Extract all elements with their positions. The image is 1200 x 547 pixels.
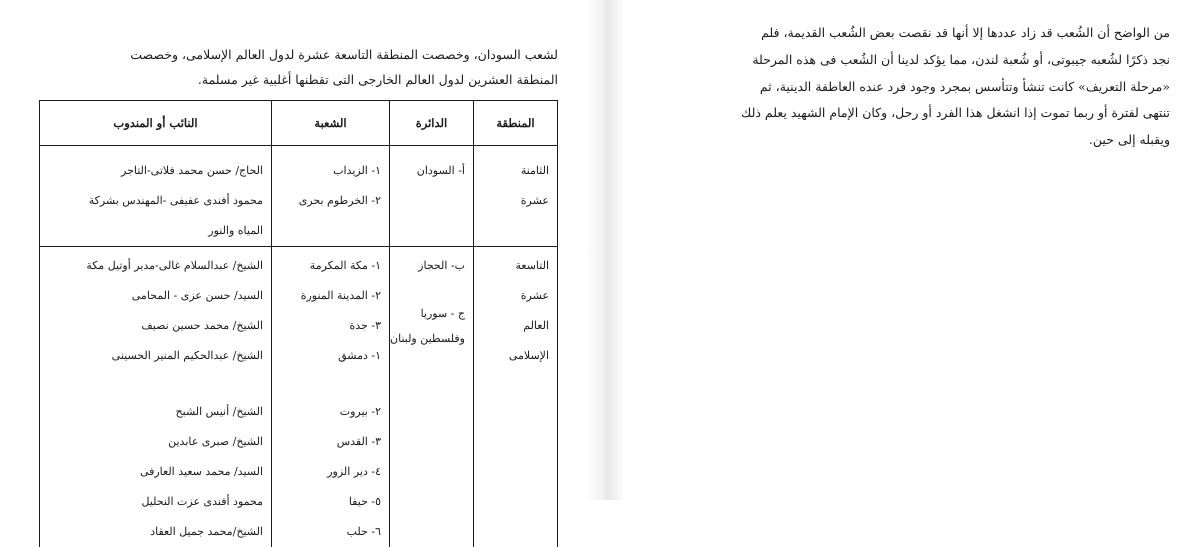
paragraph-line: تنتهى لفترة أو ربما تموت إذا انشغل هذا الفرد أو رحل، وكان الإمام الشهيد يعلم ذلك [655,100,1170,127]
circle-cell: ب- الحجاز ج - سوريا وفلسطين ولبنان [390,247,474,547]
paragraph-line: «مرحلة التعريف» كانت تنشأ وتتأسس بمجرد وجود فرد عنده العاطفة الدينية، ثم [655,74,1170,101]
delegate-cell: الشيخ/ عبدالسلام غالى-مدير أوتيل مكة السيد/ حسن عزى - المحامى الشيخ/ محمد حسين نصيف الشيخ/ عبدالحكيم المنير الحسينى الشيخ/ أنيس الشبح الشيخ/ صبرى عابدين السيد/ محمد سعيد العارفى محمود أفندى عزت النحليل الشيخ/محمد جميل العقاد [40,247,272,547]
region-cell: الثامنة عشرة [474,146,558,247]
left-page [40,42,558,547]
table-row [40,247,558,547]
intro-line: المنطقة العشرين لدول العالم الخارجى التى تقطنها أغلبية غير مسلمة. [40,67,558,92]
paragraph-line: ويقبله إلى حين. [655,127,1170,154]
delegate-cell: الحاج/ حسن محمد فلاتى-التاجر محمود أفندى عفيفى -المهندس بشركة المياه والنور [40,146,272,247]
paragraph-line: نجد ذكرًا لشُعبه جيبوتى، أو شُعبة لندن، مما يؤكد لدينا أن الشُعب فى هذه المرحلة [655,47,1170,74]
paragraph-line: من الواضح أن الشُعب قد زاد عددها إلا أنها قد نقصت بعض الشُعب القديمة، فلم [655,20,1170,47]
table-header-row [40,101,558,146]
right-page-paragraph [655,20,1170,154]
header-circle: الدائرة [390,101,474,146]
region-cell: التاسعة عشرة العالم الإسلامى [474,247,558,547]
circle-cell: أ- السودان [390,146,474,247]
branches-table [39,100,558,547]
branch-cell: ١- مكة المكرمة ٢- المدينة المنورة ٣- جدة ١- دمشق ٢- بيروت ٣- القدس ٤- دير الزور ٥- حيفا ٦- حلب [272,247,390,547]
intro-paragraph [40,42,558,92]
intro-line: لشعب السودان، وخصصت المنطقة التاسعة عشرة لدول العالم الإسلامى، وخصصت [40,42,558,67]
table-row [40,146,558,247]
header-delegate: النائب أو المندوب [40,101,272,146]
header-branch: الشعبة [272,101,390,146]
page-spread-divider [585,0,625,500]
header-region: المنطقة [474,101,558,146]
branch-cell: ١- الزيداب ٢- الخرطوم بحرى [272,146,390,247]
